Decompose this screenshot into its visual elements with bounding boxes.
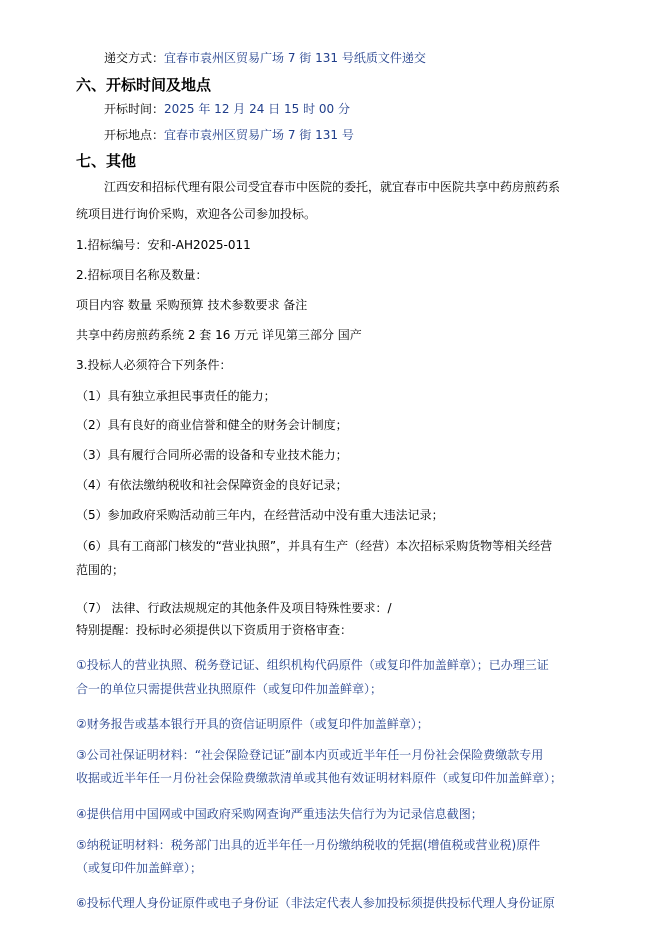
condition-5: （5）参加政府采购活动前三年内，在经营活动中没有重大违法记录；: [76, 508, 444, 522]
item-1-tender-number: 1.招标编号：安和-AH2025-011: [76, 238, 251, 252]
section-7-title: 七、其他: [76, 152, 137, 170]
special-reminder: 特别提醒：投标时必须提供以下资质用于资格审查：: [76, 623, 353, 637]
doc-1-line-2: 合一的单位只需提供营业执照原件（或复印件加盖鲜章）；: [76, 682, 383, 696]
doc-2: ②财务报告或基本银行开具的资信证明原件（或复印件加盖鲜章）；: [76, 717, 429, 731]
doc-3-line-2: 收据或近半年任一月份社会保险费缴款清单或其他有效证明材料原件（或复印件加盖鲜章）；: [76, 771, 563, 785]
condition-3: （3）具有履行合同所必需的设备和专业技术能力；: [76, 448, 348, 462]
table-header: 项目内容 数量 采购预算 技术参数要求 备注: [76, 298, 308, 312]
condition-6-line-2: 范围的；: [76, 563, 125, 577]
table-row: 共享中药房煎药系统 2 套 16 万元 详见第三部分 国产: [76, 328, 362, 342]
doc-3-line-1: ③公司社保证明材料：“社会保险登记证”副本内页或近半年任一月份社会保险费缴款专用: [76, 748, 544, 762]
bid-opening-place-label: 开标地点：: [104, 128, 165, 142]
condition-4: （4）有依法缴纳税收和社会保障资金的良好记录；: [76, 478, 348, 492]
condition-7: （7） 法律、行政法规规定的其他条件及项目特殊性要求：/: [76, 601, 392, 615]
bid-opening-place-value: 宜春市袁州区贸易广场 7 街 131 号: [164, 128, 354, 142]
bid-opening-place: [104, 127, 354, 143]
bid-opening-time: [104, 101, 350, 117]
section-6-title: 六、开标时间及地点: [76, 76, 212, 94]
condition-6-line-1: （6）具有工商部门核发的“营业执照”，并具有生产（经营）本次招标采购货物等相关经营: [76, 539, 553, 553]
doc-5-line-1: ⑤纳税证明材料：税务部门出具的近半年任一月份缴纳税收的凭据(增值税或营业税)原件: [76, 838, 541, 852]
item-3-conditions-heading: 3.投标人必须符合下列条件：: [76, 358, 232, 372]
bid-opening-time-value: 2025 年 12 月 24 日 15 时 00 分: [164, 102, 350, 116]
delivery-label: 递交方式：: [104, 51, 165, 65]
bid-opening-time-label: 开标时间：: [104, 102, 165, 116]
condition-2: （2）具有良好的商业信誉和健全的财务会计制度；: [76, 418, 348, 432]
condition-1: （1）具有独立承担民事责任的能力；: [76, 389, 276, 403]
delivery-line: [104, 50, 426, 66]
item-2-project-name: 2.招标项目名称及数量：: [76, 268, 208, 282]
intro-line-2: 统项目进行询价采购，欢迎各公司参加投标。: [76, 207, 317, 221]
intro-line-1: 江西安和招标代理有限公司受宜春市中医院的委托，就宜春市中医院共享中药房煎药系: [104, 180, 561, 194]
doc-1-line-1: ①投标人的营业执照、税务登记证、组织机构代码原件（或复印件加盖鲜章）；已办理三证: [76, 658, 549, 672]
doc-6: ⑥投标代理人身份证原件或电子身份证（非法定代表人参加投标须提供投标代理人身份证原: [76, 896, 555, 910]
delivery-value: 宜春市袁州区贸易广场 7 街 131 号纸质文件递交: [164, 51, 426, 65]
doc-5-line-2: （或复印件加盖鲜章）；: [76, 861, 203, 875]
doc-4: ④提供信用中国网或中国政府采购网查询严重违法失信行为为记录信息截图；: [76, 807, 483, 821]
